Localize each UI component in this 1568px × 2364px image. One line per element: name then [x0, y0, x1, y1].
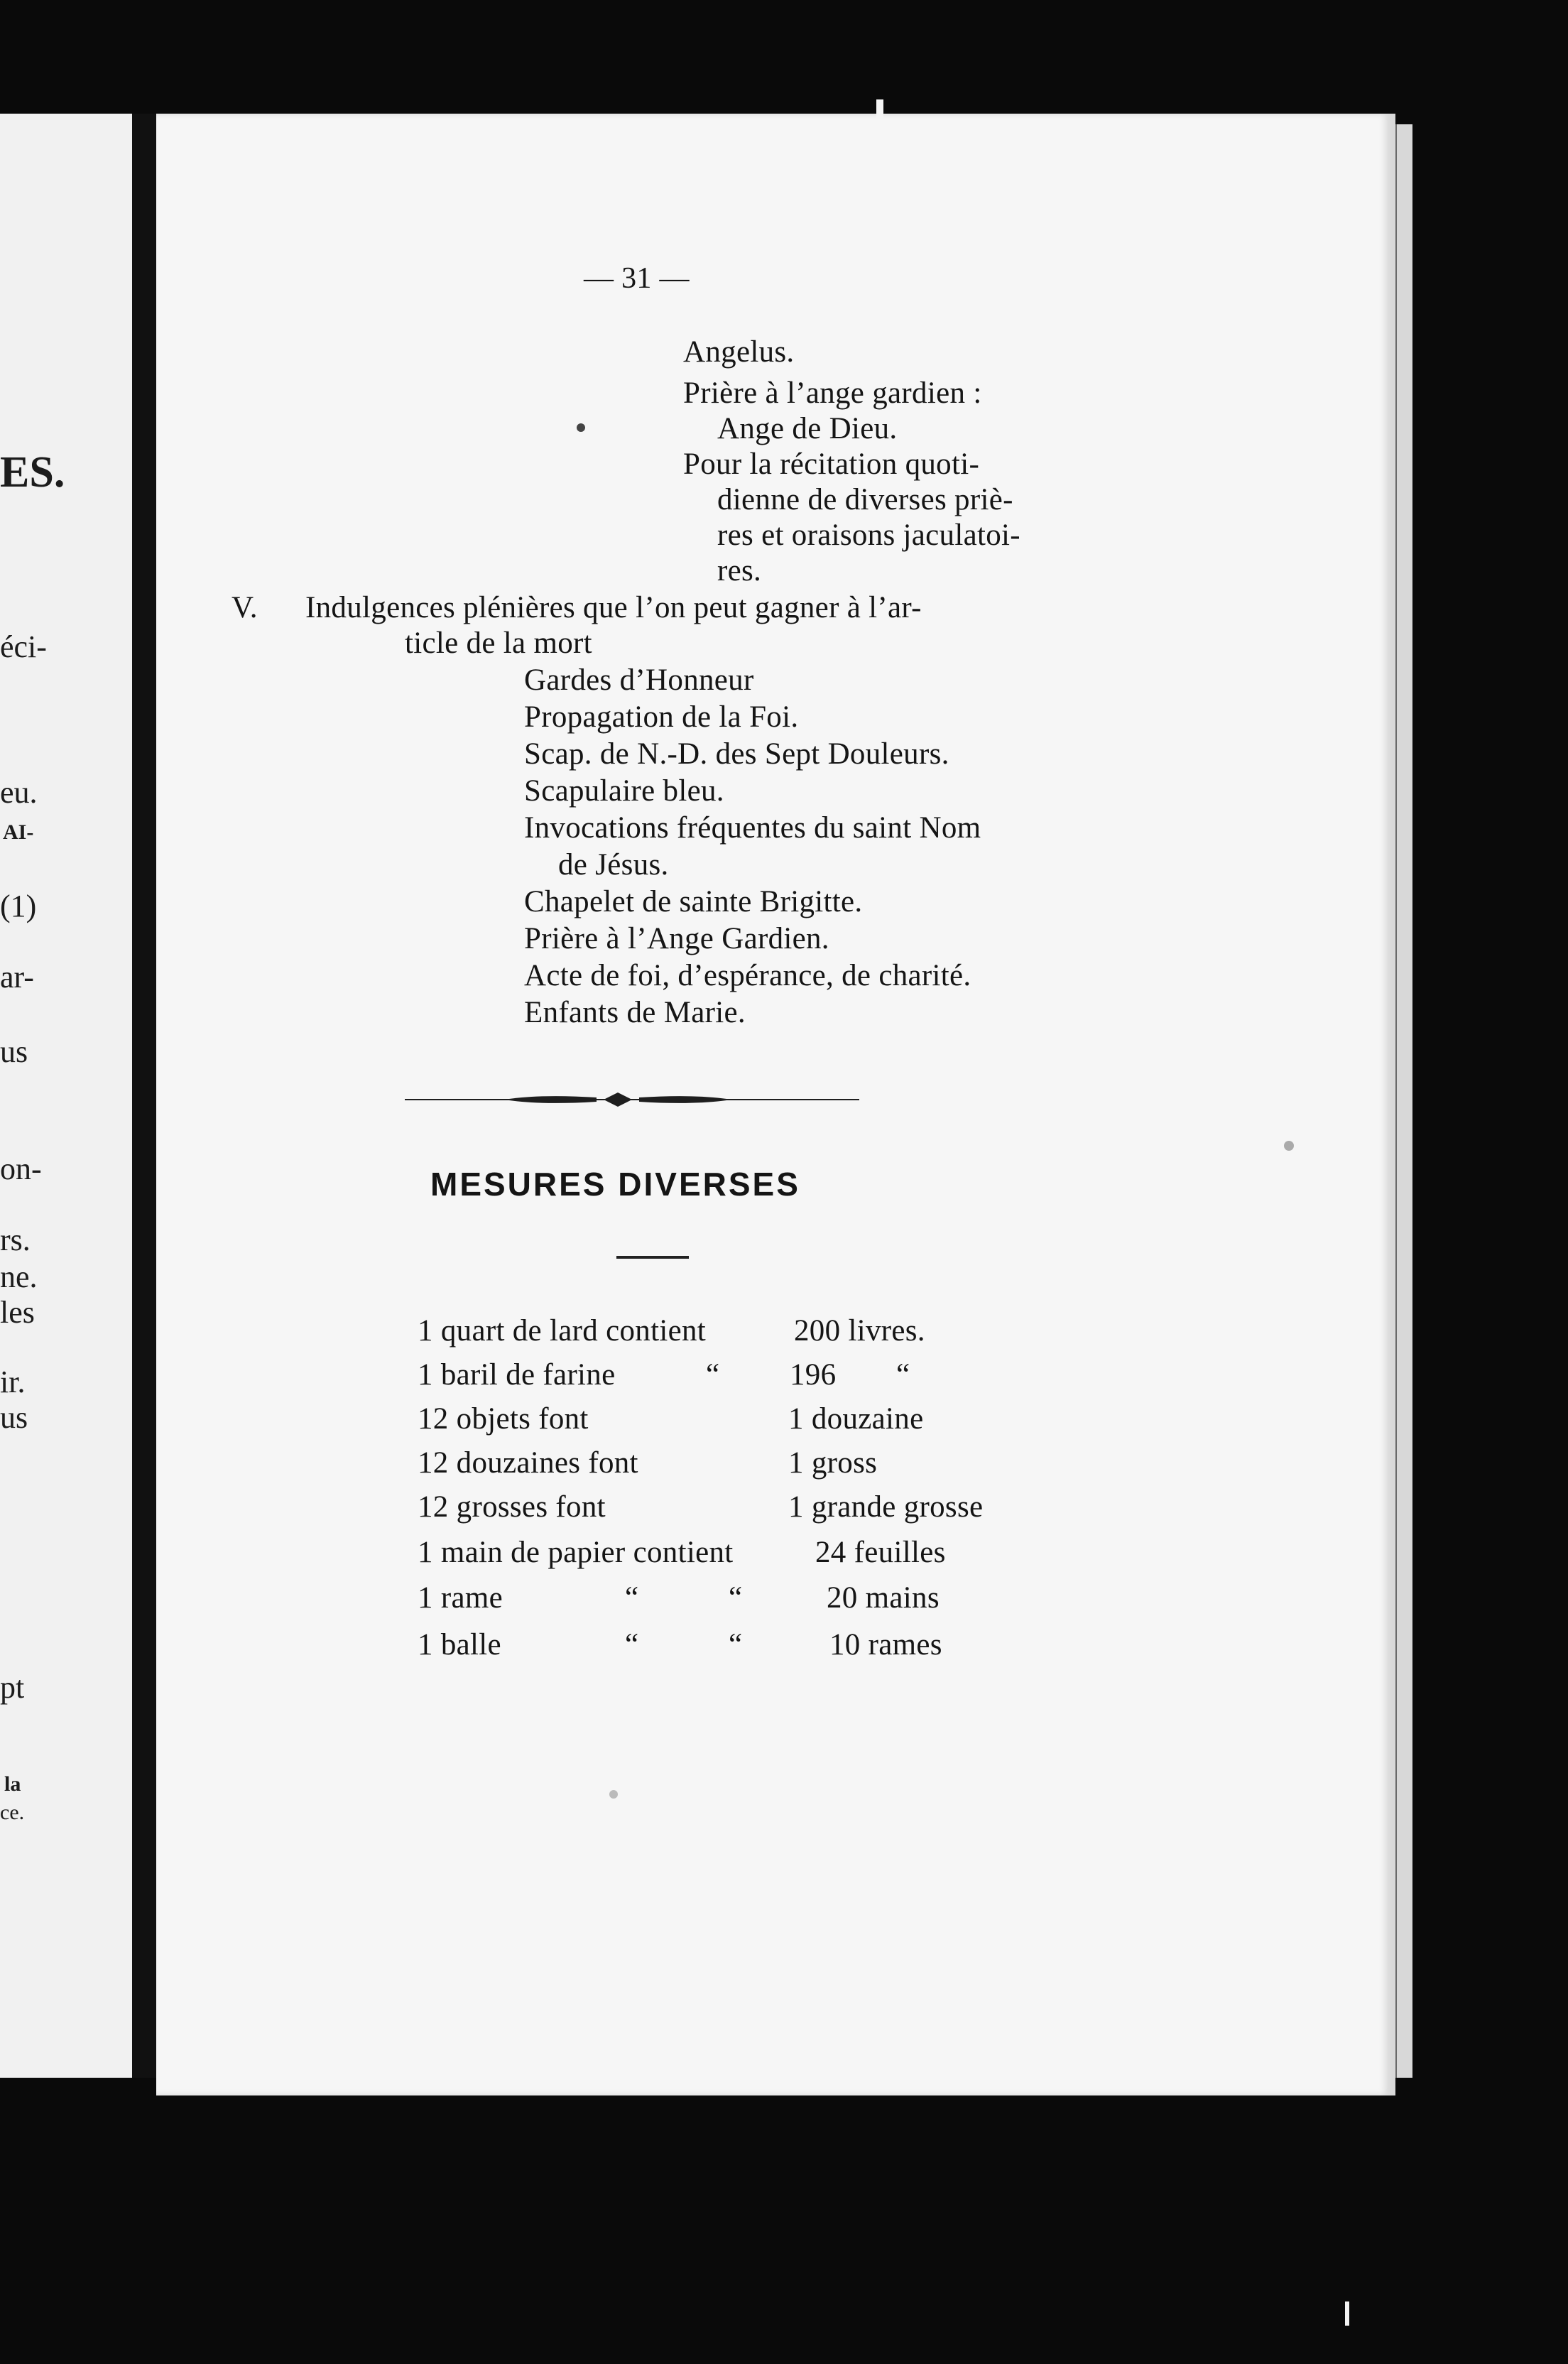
list-item: Enfants de Marie. — [524, 996, 746, 1029]
left-fragment: ES. — [0, 448, 65, 497]
left-fragment: ir. — [0, 1365, 26, 1399]
list-item: Acte de foi, d’espérance, de charité. — [524, 959, 971, 992]
ink-speck — [577, 423, 585, 432]
row-value: 196 — [790, 1358, 837, 1392]
row-label: 1 balle — [418, 1628, 501, 1661]
ditto-mark: “ — [729, 1628, 743, 1661]
left-fragment: ne. — [0, 1259, 38, 1294]
indulgence-line: res. — [717, 554, 762, 587]
indulgence-line: Prière à l’ange gardien : — [683, 376, 982, 410]
left-fragment: ce. — [0, 1801, 25, 1824]
ornament-divider — [405, 1085, 859, 1114]
row-label: 12 objets font — [418, 1402, 589, 1436]
row-label: 1 quart de lard contient — [418, 1314, 706, 1348]
row-value: 200 livres. — [794, 1314, 925, 1348]
left-fragment: rs. — [0, 1222, 31, 1257]
section-heading: ticle de la mort — [405, 627, 592, 660]
indulgence-line: Pour la récitation quoti- — [683, 448, 980, 481]
row-value: 24 feuilles — [815, 1536, 946, 1569]
page-edge — [1395, 124, 1412, 2078]
left-fragment: on- — [0, 1151, 42, 1186]
row-value: 1 douzaine — [788, 1402, 924, 1436]
book-gutter — [132, 114, 156, 2078]
ditto-mark: “ — [729, 1581, 743, 1615]
list-item: Prière à l’Ange Gardien. — [524, 922, 829, 955]
page-number: — 31 — — [584, 262, 690, 295]
scan-mark — [1345, 2301, 1349, 2326]
left-fragment: us — [0, 1400, 28, 1435]
indulgence-line: dienne de diverses priè- — [717, 483, 1013, 516]
scan-mark — [876, 99, 883, 118]
left-fragment: éci- — [0, 629, 47, 664]
left-fragment: la — [4, 1772, 21, 1796]
left-fragment: us — [0, 1034, 28, 1069]
row-value: 20 mains — [827, 1581, 940, 1615]
list-item: Chapelet de sainte Brigitte. — [524, 885, 863, 918]
row-value: 10 rames — [829, 1628, 942, 1661]
row-label: 12 grosses font — [418, 1490, 606, 1524]
left-fragment: pt — [0, 1670, 25, 1705]
row-label: 1 main de papier contient — [418, 1536, 734, 1569]
ink-speck — [609, 1790, 618, 1799]
row-label: 1 baril de farine — [418, 1358, 616, 1392]
indulgence-line: Ange de Dieu. — [717, 412, 898, 445]
previous-page-edge — [0, 114, 132, 2078]
left-fragment: (1) — [0, 889, 37, 923]
ink-speck — [1284, 1141, 1294, 1151]
left-fragment: ar- — [0, 960, 34, 994]
section-heading: Indulgences plénières que l’on peut gagner à l’ar- — [305, 591, 922, 624]
ditto-mark: “ — [706, 1358, 720, 1392]
row-value: 1 grande grosse — [788, 1490, 984, 1524]
ditto-mark: “ — [625, 1581, 639, 1615]
ditto-mark: “ — [896, 1358, 910, 1392]
ditto-mark: “ — [625, 1628, 639, 1661]
section-numeral: V. — [232, 591, 258, 624]
row-label: 12 douzaines font — [418, 1446, 638, 1480]
row-value: 1 gross — [788, 1446, 878, 1480]
list-item: Invocations fréquentes du saint Nom — [524, 811, 981, 845]
title-underline — [616, 1256, 689, 1259]
list-item: Scapulaire bleu. — [524, 774, 724, 808]
left-fragment: AI- — [3, 820, 34, 844]
list-item: Propagation de la Foi. — [524, 700, 799, 734]
indulgence-line: Angelus. — [683, 335, 795, 369]
row-label: 1 rame — [418, 1581, 503, 1615]
left-fragment: les — [0, 1295, 35, 1330]
indulgence-line: res et oraisons jaculatoi- — [717, 519, 1020, 552]
section-title: MESURES DIVERSES — [430, 1166, 800, 1203]
list-item: de Jésus. — [558, 848, 669, 882]
left-fragment: eu. — [0, 775, 38, 810]
list-item: Gardes d’Honneur — [524, 663, 754, 697]
list-item: Scap. de N.-D. des Sept Douleurs. — [524, 737, 949, 771]
